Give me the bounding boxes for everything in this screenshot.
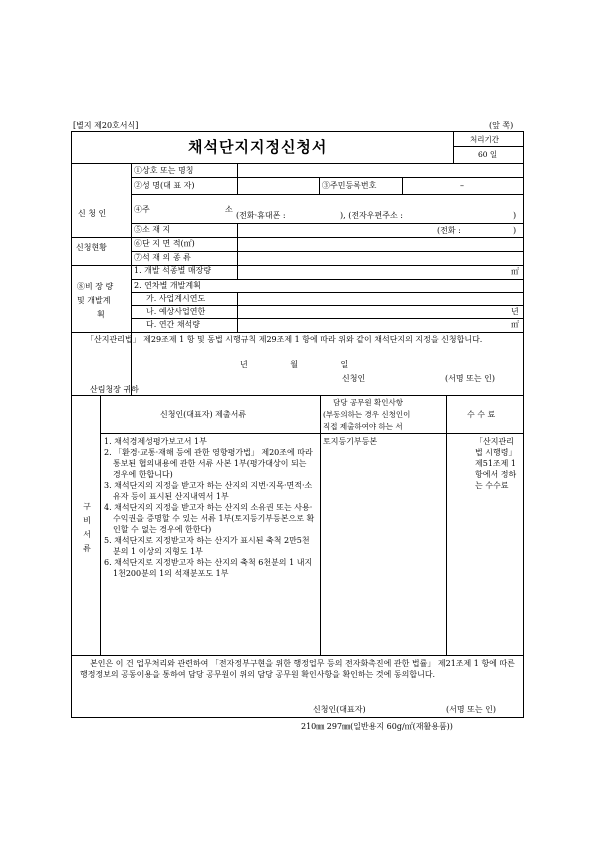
- submission-doc-item-2: 2. 「환경·교통·재해 등에 관한 영향평가법」 제20조에 따라 통보된 협의내용에 관한 서류 사본 1부(평가대상이 되는 경우에 한합니다): [104, 448, 313, 479]
- official-check-item: 토지등기부등본: [323, 437, 378, 446]
- reserves-unit: ㎡: [511, 267, 519, 276]
- submission-docs-header: 신청인(대표자) 제출서류: [160, 410, 247, 419]
- status-section-label: 신청현황: [76, 243, 107, 252]
- submission-doc-item-6: 6. 채석단지로 지정받고자 하는 산지의 축척 6천분의 1 내지 1천200분의 1의 석재분포도 1부: [104, 558, 313, 578]
- submission-doc-item-3: 3. 채석단지의 지정을 받고자 하는 산지의 지번·지목·면적·소유자 등이 표시된 산지내역서 1부: [104, 481, 313, 501]
- applicant-section-label: 신 청 인: [78, 209, 107, 218]
- fee-header: 수 수 료: [467, 410, 496, 419]
- paper-size-note: 210㎜ 297㎜(일반용지 60g/㎡(재활용품)): [301, 722, 453, 731]
- documents-side-label: 구 비 서 류: [83, 502, 91, 553]
- resident-id-label: ③주민등록번호: [322, 181, 377, 190]
- declaration-applicant-label: 신청인: [342, 374, 366, 383]
- page-side-label: (앞 쪽): [489, 121, 514, 130]
- address-label-end: 소: [225, 205, 233, 214]
- page-title: 채석단지지정신청서: [188, 138, 328, 156]
- submission-doc-item-4: 4. 채석단지의 지정을 받고자 하는 산지의 소유권 또는 사용·수익권을 증명할 수 있는 서류 1부(토지등기부등본으로 확인할 수 없는 경우에 한한다): [104, 503, 315, 534]
- stone-type-label: ⑦석 재 의 종 류: [134, 253, 191, 262]
- fee-text: 「산지관리법 시행령」 제51조제 1 항에서 정하는 수수료: [475, 437, 517, 490]
- duration-unit: 년: [511, 307, 519, 316]
- consent-signature[interactable]: (서명 또는 인): [446, 705, 496, 714]
- official-check-header-1: 담당 공무원 확인사항: [333, 398, 403, 407]
- official-check-header-2: (부동의하는 경우 신청인이: [323, 410, 411, 419]
- declaration-text: 「산지관리법」 제29조제 1 항 및 동법 시행규칙 제29조제 1 항에 따라 위와 같이 채석단지의 지정을 신청합니다.: [86, 335, 483, 344]
- official-check-header-3: 직접 제출하여야 하는 서: [323, 422, 403, 431]
- consent-applicant-label: 신청인(대표자): [313, 705, 366, 714]
- contact-phone-label: (전화·휴대폰 :: [236, 211, 286, 220]
- plan-section-label-3: 획: [97, 310, 105, 319]
- declaration-date: 년 월 일: [240, 360, 349, 369]
- annual-output-unit: ㎡: [511, 320, 519, 329]
- annual-output-label: 다. 연간 채석량: [146, 320, 200, 329]
- start-year-label: 가. 사업계시연도: [146, 294, 206, 303]
- reserves-label: 1. 개발 석종별 매장량: [134, 266, 212, 275]
- submission-doc-item-5: 5. 채석단지로 지정받고자 하는 산지가 표시된 축척 2만5천분의 1 이상의 지형도 1부: [104, 536, 310, 556]
- processing-period-value: 60 일: [478, 150, 498, 159]
- location-label: ⑤소 재 지: [134, 225, 171, 234]
- email-label: ), (전자우편주소 :: [340, 211, 403, 220]
- business-name-label: ①상호 또는 명칭: [134, 166, 194, 175]
- area-label: ⑥단 지 면 적(㎡): [134, 239, 195, 248]
- declaration-signature[interactable]: (서명 또는 인): [445, 374, 495, 383]
- address-label: ④주: [134, 205, 150, 214]
- location-phone-label: (전화 :: [437, 226, 461, 235]
- consent-text: 본인은 이 건 업무처리와 관련하여 「전자정부구현을 위한 행정업무 등의 전자화촉진에 관한 법률」 제21조제 1 항에 따른 행정정보의 공동이용을 통하여 담당 공무원이 위의 담당 공무원 확인사항을 확인하는 것에 동의합니다.: [80, 659, 515, 679]
- email-close: ): [513, 211, 517, 220]
- duration-label: 나. 예상사업연한: [146, 307, 206, 316]
- submission-docs-list: [104, 436, 316, 579]
- form-frame: [71, 131, 524, 718]
- annual-plan-label: 2. 연차별 개발계획: [134, 281, 201, 290]
- plan-section-label-1: ⑧비 장 량: [77, 282, 114, 291]
- submission-doc-item-1: 1. 채석경제성평가보고서 1부: [104, 437, 207, 446]
- location-phone-close: ): [513, 226, 517, 235]
- representative-name-label: ②성 명(대 표 자): [134, 181, 195, 190]
- plan-section-label-2: 및 개발계: [77, 296, 111, 305]
- processing-period-label: 처리기간: [470, 135, 499, 144]
- resident-id-field[interactable]: –: [460, 181, 464, 190]
- form-number: [별지 제20호서식]: [73, 121, 139, 130]
- recipient-label: 산림청장 귀하: [90, 385, 139, 394]
